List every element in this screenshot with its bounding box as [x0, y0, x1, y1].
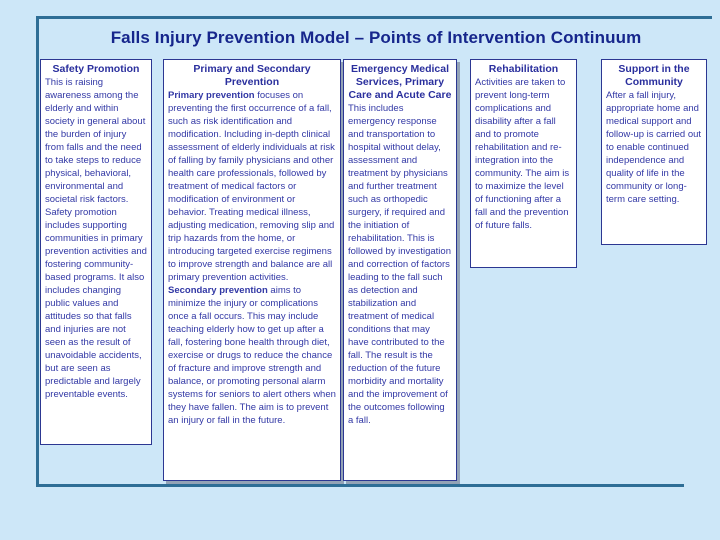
safety-promotion-text: This is raising awareness among the elderly and within society in general about the burden of injury from falls and the need to take steps to reduce physical, behavioral, environmental and societal risk factors. Safety promotion includes supporting communities in primary prevention activities and fostering community-based programs. It also includes changing public values and attitudes so that falls and injuries are not seen as the result of unavoidable accidents, but are seen as predictable and largely preventable events.: [45, 77, 147, 400]
primary-prevention-paragraph: [168, 89, 336, 284]
box-support-in-community-title: Support in the Community: [618, 63, 690, 88]
box-rehabilitation-body: [475, 76, 572, 232]
frame-bottom-line: [36, 484, 684, 487]
box-emergency-medical-services-body: [348, 102, 452, 427]
primary-prevention-lead: Primary prevention: [168, 90, 255, 101]
box-primary-secondary-prevention-title: Primary and Secondary Prevention: [193, 63, 311, 88]
box-safety-promotion: [40, 59, 152, 445]
box-safety-promotion-title: Safety Promotion: [52, 63, 140, 75]
box-rehabilitation-title: Rehabilitation: [488, 63, 559, 75]
secondary-prevention-lead: Secondary prevention: [168, 285, 268, 296]
secondary-prevention-text: aims to minimize the injury or complications once a fall occurs. This may include teaching elderly how to get up after a fall, fostering bone health through diet, exercise or drugs to reduce the chance of fracture and improve strength and balance, or promoting personal alarm systems for seniors to alert others when they have fallen. The aim is to prevent an injury or fall in the future.: [168, 285, 336, 426]
frame-top-line: [36, 16, 712, 19]
box-safety-promotion-body: [45, 76, 147, 401]
box-support-in-community: [601, 59, 707, 245]
support-in-community-text: After a fall injury, appropriate home and medical support and follow-up is carried out to enable continued independence and quality of life in the community or long-term care setting.: [606, 90, 702, 205]
secondary-prevention-paragraph: [168, 284, 336, 427]
primary-prevention-text: focuses on preventing the first occurrence of a fall, such as risk identification and modification. Including in-depth clinical assessment of elderly individuals at risk of falling by family physicians and other health care professionals, followed by treatment of medical factors or modification of environment or behavior. Treating medical illness, adjusting medication, removing slip and trip hazards from the home, or introducing targeted exercise regimens to improve strength and balance are all primary prevention activities.: [168, 90, 335, 283]
emergency-medical-services-text: This includes emergency response and transportation to hospital without delay, assessment and treatment by physicians and further treatment such as orthopedic surgery, if required and the initiation of rehabilitation. This is followed by investigation and correction of factors leading to the fall such as detection and stabilization and treatment of medical conditions that may have contributed to the fall. The result is the reduction of the future morbidity and mortality and the improvement of the outcomes following a fall.: [348, 103, 451, 426]
slide-title: Falls Injury Prevention Model – Points of Intervention Continuum: [110, 28, 642, 47]
box-emergency-medical-services: [343, 59, 457, 481]
box-rehabilitation: [470, 59, 577, 268]
box-primary-secondary-prevention: [163, 59, 341, 481]
box-emergency-medical-services-title: Emergency Medical Services, Primary Care and Acute Care: [348, 63, 452, 101]
box-primary-secondary-prevention-body: [168, 89, 336, 427]
frame-left-line: [36, 16, 39, 486]
rehabilitation-text: Activities are taken to prevent long-term complications and disability after a fall and to promote rehabilitation and re-integration into the community. The aim is to maximize the level of functioning after a fall and the prevention of future falls.: [475, 77, 570, 231]
box-support-in-community-body: [606, 89, 702, 206]
